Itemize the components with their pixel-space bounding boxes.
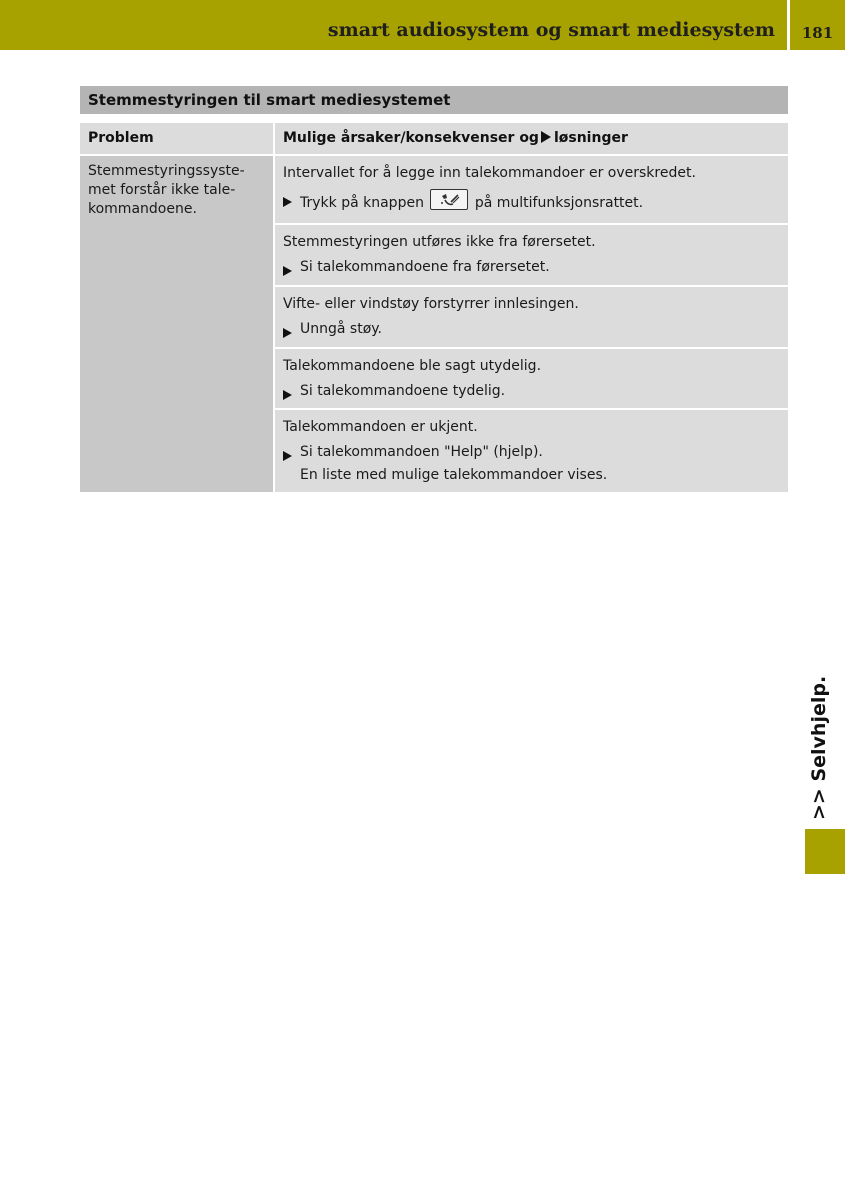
cause-text: Talekommandoene ble sagt utydelig. [283, 358, 542, 374]
column-header-solutions [275, 123, 788, 154]
solution-step [283, 382, 780, 405]
side-tab-marker [805, 829, 845, 874]
column-header-solutions-suffix: løsninger [553, 130, 628, 146]
section-title: Stemmestyringen til smart mediesystemet [80, 86, 788, 114]
header-bar [0, 0, 787, 50]
table-header-row [80, 123, 788, 154]
troubleshooting-table [80, 123, 788, 492]
cause-text: Talekommandoen er ukjent. [283, 419, 478, 435]
side-tab-label [804, 675, 834, 820]
triangle-bullet-icon [283, 266, 292, 276]
triangle-bullet-icon [283, 451, 292, 461]
table-row [275, 285, 788, 347]
page-number: 181 [801, 24, 834, 42]
step-text: Si talekommandoene tydelig. [300, 383, 506, 399]
solutions-column [275, 156, 788, 492]
triangle-bullet-icon [283, 390, 292, 400]
triangle-bullet-icon [283, 197, 292, 207]
column-header-problem: Problem [88, 130, 154, 146]
table-row [275, 223, 788, 285]
cause-text: Intervallet for å legge inn talekommandoer er overskredet. [283, 165, 696, 181]
table-body [80, 156, 788, 492]
problem-line: kommandoene. [88, 201, 197, 217]
triangle-bullet-icon [283, 328, 292, 338]
page-number-box [790, 0, 845, 50]
table-row [275, 408, 788, 492]
solution-step [283, 320, 780, 343]
voice-control-button-icon [430, 189, 468, 210]
triangle-bullet-icon [541, 131, 551, 143]
chapter-title: smart audiosystem og smart mediesystem [327, 19, 775, 41]
solution-step [283, 258, 780, 281]
cause-text: Stemmestyringen utføres ikke fra førersetet. [283, 234, 596, 250]
step-text: Si talekommandoen "Help" (hjelp). [300, 444, 543, 460]
table-row [275, 156, 788, 223]
step-text: på multifunksjonsrattet. [474, 195, 644, 211]
problem-cell [80, 156, 273, 492]
step-note: En liste med mulige talekommandoer vises. [300, 467, 608, 483]
table-row [275, 347, 788, 408]
solution-step [283, 443, 780, 466]
step-text: Trykk på knappen [300, 195, 424, 211]
step-text: Si talekommandoene fra førersetet. [300, 259, 550, 275]
side-tab-text: >> Selvhjelp. [808, 675, 830, 820]
problem-line: met forstår ikke tale- [88, 182, 236, 198]
step-text: Unngå støy. [300, 321, 382, 337]
problem-line: Stemmestyringssyste- [88, 163, 245, 179]
column-header-solutions-text: Mulige årsaker/konsekvenser og [283, 130, 539, 146]
solution-step [283, 189, 780, 213]
cause-text: Vifte- eller vindstøy forstyrrer innlesingen. [283, 296, 579, 312]
